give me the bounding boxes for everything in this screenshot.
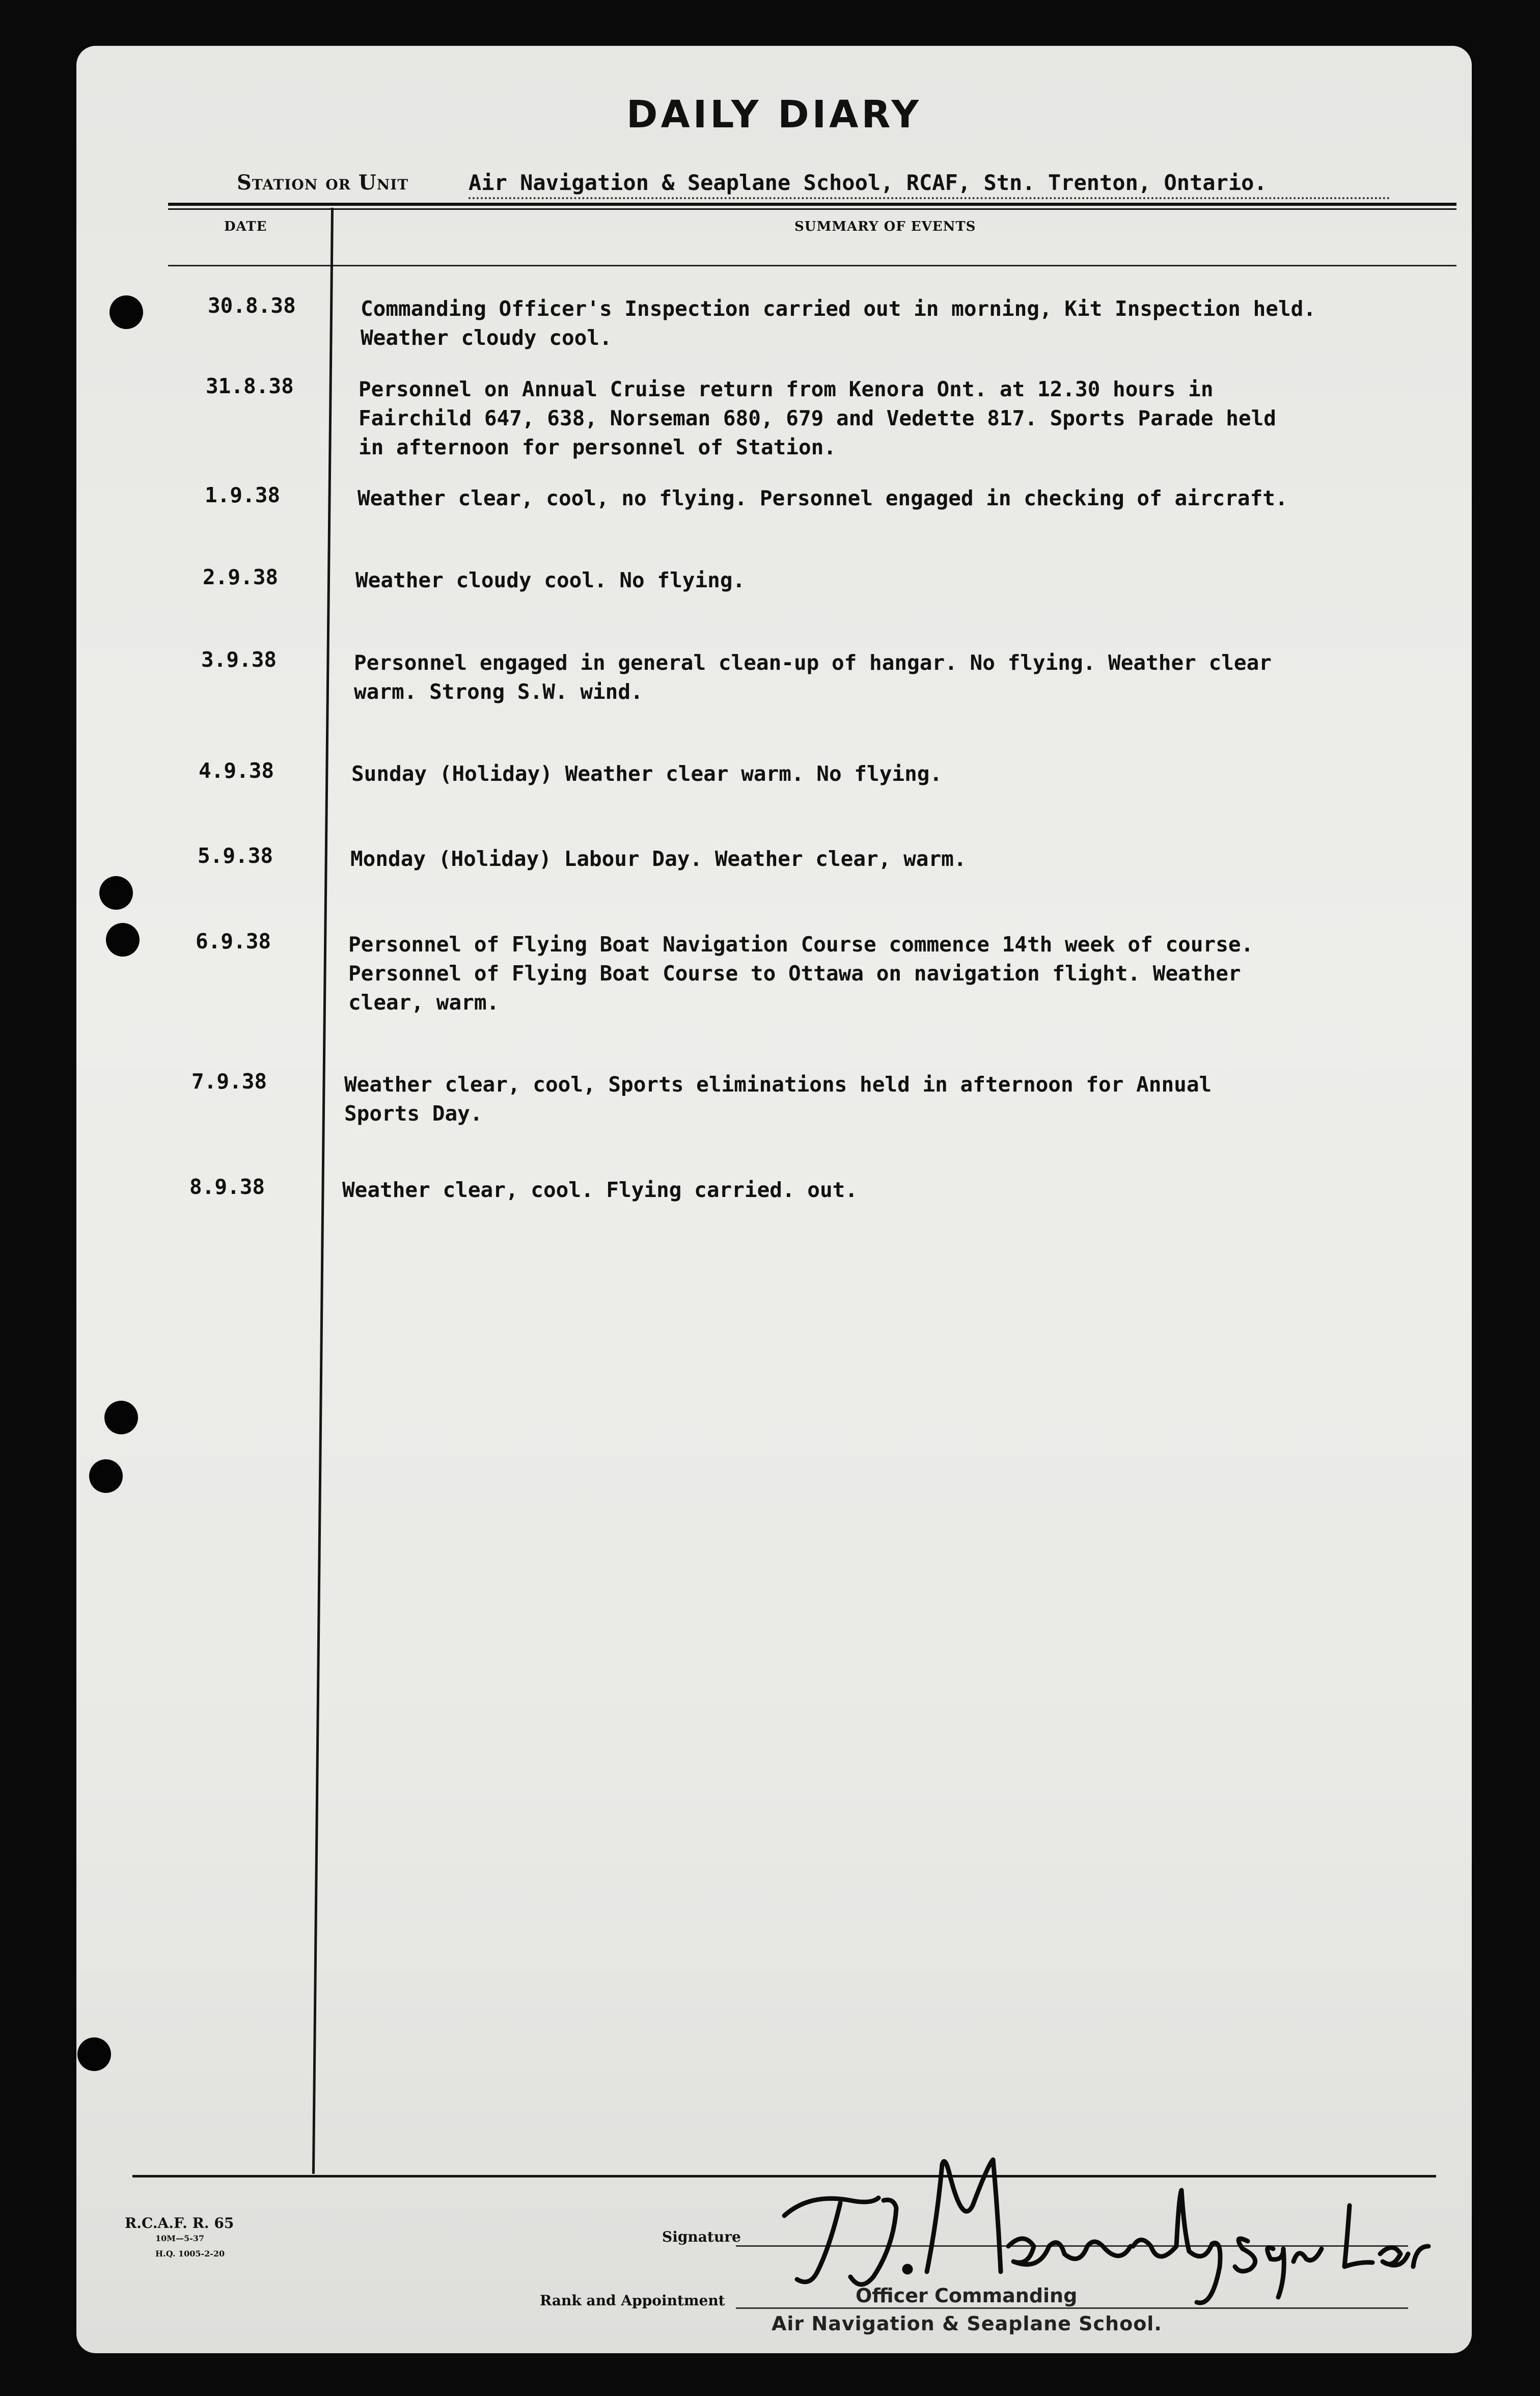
entry-date: 5.9.38	[198, 843, 273, 868]
entry-date: 31.8.38	[206, 374, 294, 398]
station-value: Air Navigation & Seaplane School, RCAF, Stn. Trenton, Ontario.	[469, 170, 1390, 199]
punch-hole	[77, 2037, 111, 2071]
form-code-line: 10M—5-37	[155, 2234, 205, 2243]
entry-date: 4.9.38	[199, 758, 274, 783]
entry-text-line: Personnel of Flying Boat Navigation Course commence 14th week of course.	[348, 932, 1254, 957]
column-header-rule	[168, 265, 1456, 266]
diary-sheet	[76, 46, 1472, 2353]
rank-line	[736, 2307, 1408, 2309]
punch-hole	[99, 876, 133, 910]
summary-column-header: SUMMARY OF EVENTS	[794, 219, 976, 234]
entry-text-line: Weather clear, cool, no flying. Personnel engaged in checking of aircraft.	[358, 486, 1288, 510]
entry-date: 30.8.38	[208, 293, 296, 318]
form-code-line: R.C.A.F. R. 65	[125, 2215, 234, 2231]
entry-text-line: Weather cloudy cool. No flying.	[355, 568, 746, 592]
station-label: Station or Unit	[237, 171, 409, 195]
punch-hole	[104, 1401, 138, 1434]
entry-text-line: Weather clear, cool. Flying carried. out.	[342, 1178, 858, 1202]
entry-date: 7.9.38	[191, 1069, 267, 1094]
entry-text-line: Weather clear, cool, Sports eliminations held in afternoon for Annual	[344, 1072, 1212, 1097]
entry-date: 3.9.38	[201, 647, 277, 672]
entry-date: 2.9.38	[203, 565, 279, 589]
rank-label: Rank and Appointment	[540, 2292, 725, 2309]
entry-text-line: in afternoon for personnel of Station.	[359, 435, 836, 459]
entry-text-line: Personnel engaged in general clean-up of hangar. No flying. Weather clear	[354, 650, 1272, 675]
entry-text-line: Personnel of Flying Boat Course to Ottawa on navigation flight. Weather	[348, 961, 1241, 986]
punch-hole	[106, 923, 140, 957]
entry-text-line: warm. Strong S.W. wind.	[354, 679, 643, 704]
entry-date: 1.9.38	[205, 483, 281, 507]
entry-text-line: clear, warm.	[348, 990, 500, 1015]
entry-text-line: Weather cloudy cool.	[361, 325, 612, 350]
officer-title: Officer Commanding	[856, 2284, 1078, 2307]
column-divider	[312, 208, 334, 2174]
date-column-header: DATE	[224, 219, 267, 234]
entry-date: 8.9.38	[189, 1175, 265, 1199]
entry-text-line: Sports Day.	[344, 1101, 483, 1126]
header-rule	[168, 203, 1456, 210]
entry-text-line: Personnel on Annual Cruise return from Kenora Ont. at 12.30 hours in	[359, 377, 1214, 401]
entry-text-line: Monday (Holiday) Labour Day. Weather clear, warm.	[350, 847, 967, 871]
punch-hole	[109, 295, 143, 329]
entry-text-line: Commanding Officer's Inspection carried out in morning, Kit Inspection held.	[361, 296, 1316, 321]
entry-date: 6.9.38	[196, 929, 271, 954]
entry-text-line: Fairchild 647, 638, Norseman 680, 679 and Vedette 817. Sports Parade held	[359, 406, 1276, 430]
punch-hole	[89, 1459, 123, 1493]
form-code	[125, 2216, 234, 2262]
form-code-line: H.Q. 1005-2-20	[155, 2249, 225, 2258]
school-name: Air Navigation & Seaplane School.	[772, 2312, 1162, 2335]
entry-text-line: Sunday (Holiday) Weather clear warm. No flying.	[351, 761, 943, 786]
page-title: DAILY DIARY	[626, 93, 922, 137]
signature-label: Signature	[662, 2228, 741, 2245]
